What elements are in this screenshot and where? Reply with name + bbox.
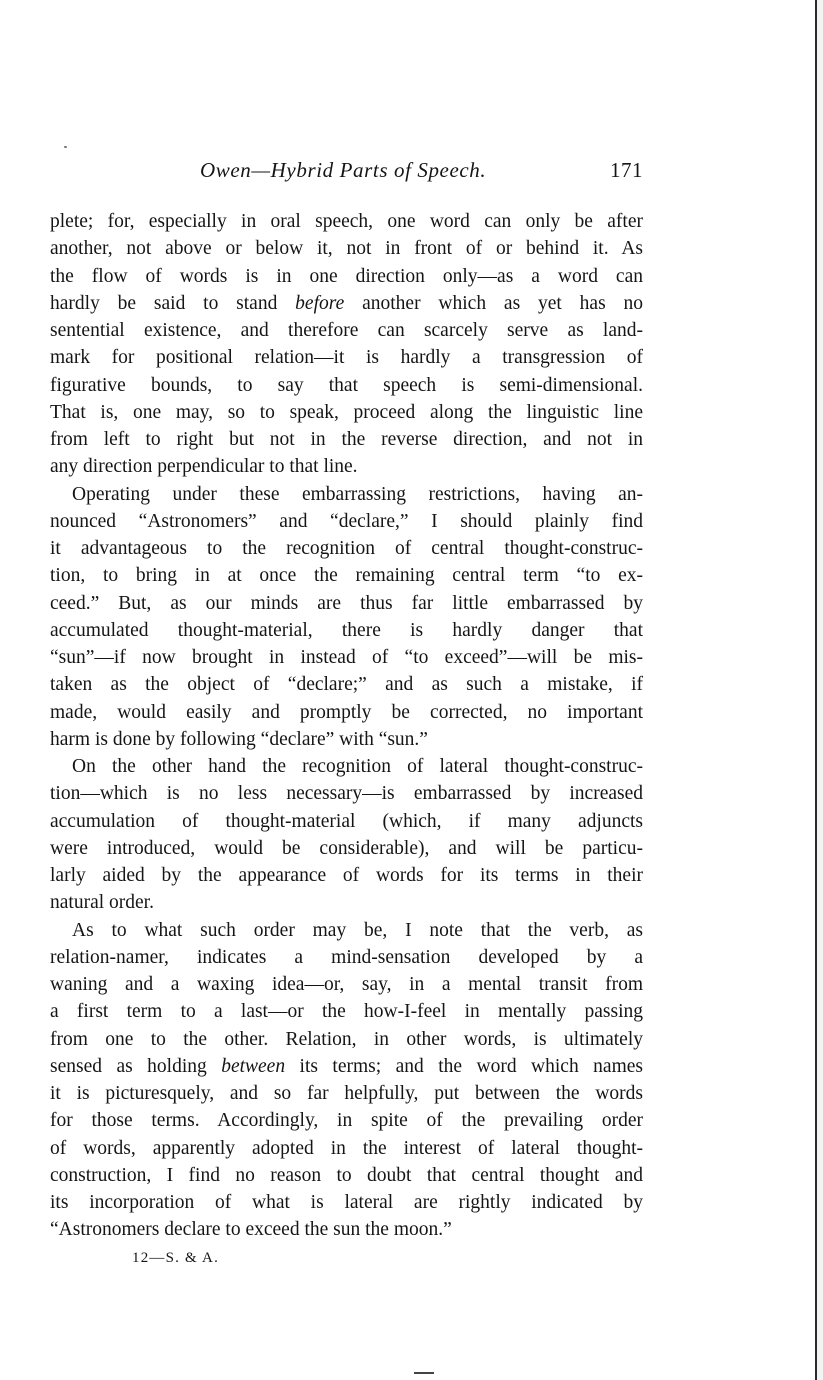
text-line: nounced “Astronomers” and “declare,” I should plainly find (50, 510, 643, 532)
text-line: it is picturesquely, and so far helpfully, put between the words (50, 1083, 643, 1104)
bottom-print-mark (414, 1372, 434, 1374)
page-edge-line (815, 0, 817, 1380)
text-line: a first term to a last—or the how-I-feel in mentally passing (50, 1001, 643, 1023)
text-line: sentential existence, and therefore can scarcely serve as land- (50, 320, 643, 341)
running-head (50, 158, 643, 190)
emphasis: between (221, 1055, 286, 1077)
running-title: Owen—Hybrid Parts of Speech. (200, 158, 487, 182)
text-line: construction, I find no reason to doubt that central thought and (50, 1164, 643, 1186)
text-line: mark for positional relation—it is hardly a transgression of (50, 347, 643, 369)
text-line: it advantageous to the recognition of central thought-construc- (50, 538, 643, 559)
text-line: larly aided by the appearance of words for its terms in their (50, 865, 643, 886)
text-line: relation-namer, indicates a mind-sensation developed by a (50, 946, 643, 968)
text-line: any direction perpendicular to that line. (50, 456, 358, 478)
text-line: taken as the object of “declare;” and as such a mistake, if (50, 674, 643, 696)
signature-mark: 12—S. & A. (132, 1250, 220, 1266)
text-line: waning and a waxing idea—or, say, in a mental transit from (50, 974, 643, 995)
text-line: tion, to bring in at once the remaining central term “to ex- (50, 565, 643, 587)
text-line: natural order. (50, 892, 154, 914)
print-speck (64, 146, 67, 148)
page-edge-shadow (817, 0, 823, 1380)
text-line: “Astronomers declare to exceed the sun the moon.” (50, 1219, 452, 1241)
text-line: That is, one may, so to speak, proceed along the linguistic line (50, 401, 643, 423)
text-line: made, would easily and promptly be corrected, no important (50, 701, 643, 723)
body-text (50, 208, 643, 1244)
text-line: Operating under these embarrassing restrictions, having an- (72, 483, 643, 505)
text-line: another, not above or below it, not in front of or behind it. As (50, 238, 643, 260)
text-line: accumulated thought-material, there is hardly danger that (50, 619, 643, 641)
text-line: were introduced, would be considerable), and will be particu- (50, 837, 643, 859)
text-line: On the other hand the recognition of lateral thought-construc- (72, 756, 643, 777)
text-line: ceed.” But, as our minds are thus far little embarrassed by (50, 592, 643, 614)
text-line: figurative bounds, to say that speech is semi-dimensional. (50, 374, 643, 396)
text-line: of words, apparently adopted in the interest of lateral thought- (50, 1137, 643, 1159)
page-number: 171 (610, 158, 643, 182)
text-line: As to what such order may be, I note that the verb, as (72, 919, 643, 941)
text-line: plete; for, especially in oral speech, one word can only be after (50, 211, 643, 232)
text-line: for those terms. Accordingly, in spite of the prevailing order (50, 1110, 643, 1132)
text-line: the flow of words is in one direction only—as a word can (50, 265, 643, 287)
text-line: sensed as holding between its terms; and the word which names (50, 1055, 643, 1077)
text-line: from one to the other. Relation, in other words, is ultimately (50, 1028, 643, 1050)
text-line: accumulation of thought-material (which, if many adjuncts (50, 810, 643, 832)
text-line: tion—which is no less necessary—is embarrassed by increased (50, 783, 643, 805)
emphasis: before (295, 292, 345, 314)
text-line: “sun”—if now brought in instead of “to exceed”—will be mis- (50, 647, 643, 668)
text-line: from left to right but not in the reverse direction, and not in (50, 429, 643, 450)
text-line: hardly be said to stand before another which as yet has no (50, 292, 643, 314)
text-line: its incorporation of what is lateral are rightly indicated by (50, 1192, 643, 1213)
text-line: harm is done by following “declare” with “sun.” (50, 728, 428, 750)
